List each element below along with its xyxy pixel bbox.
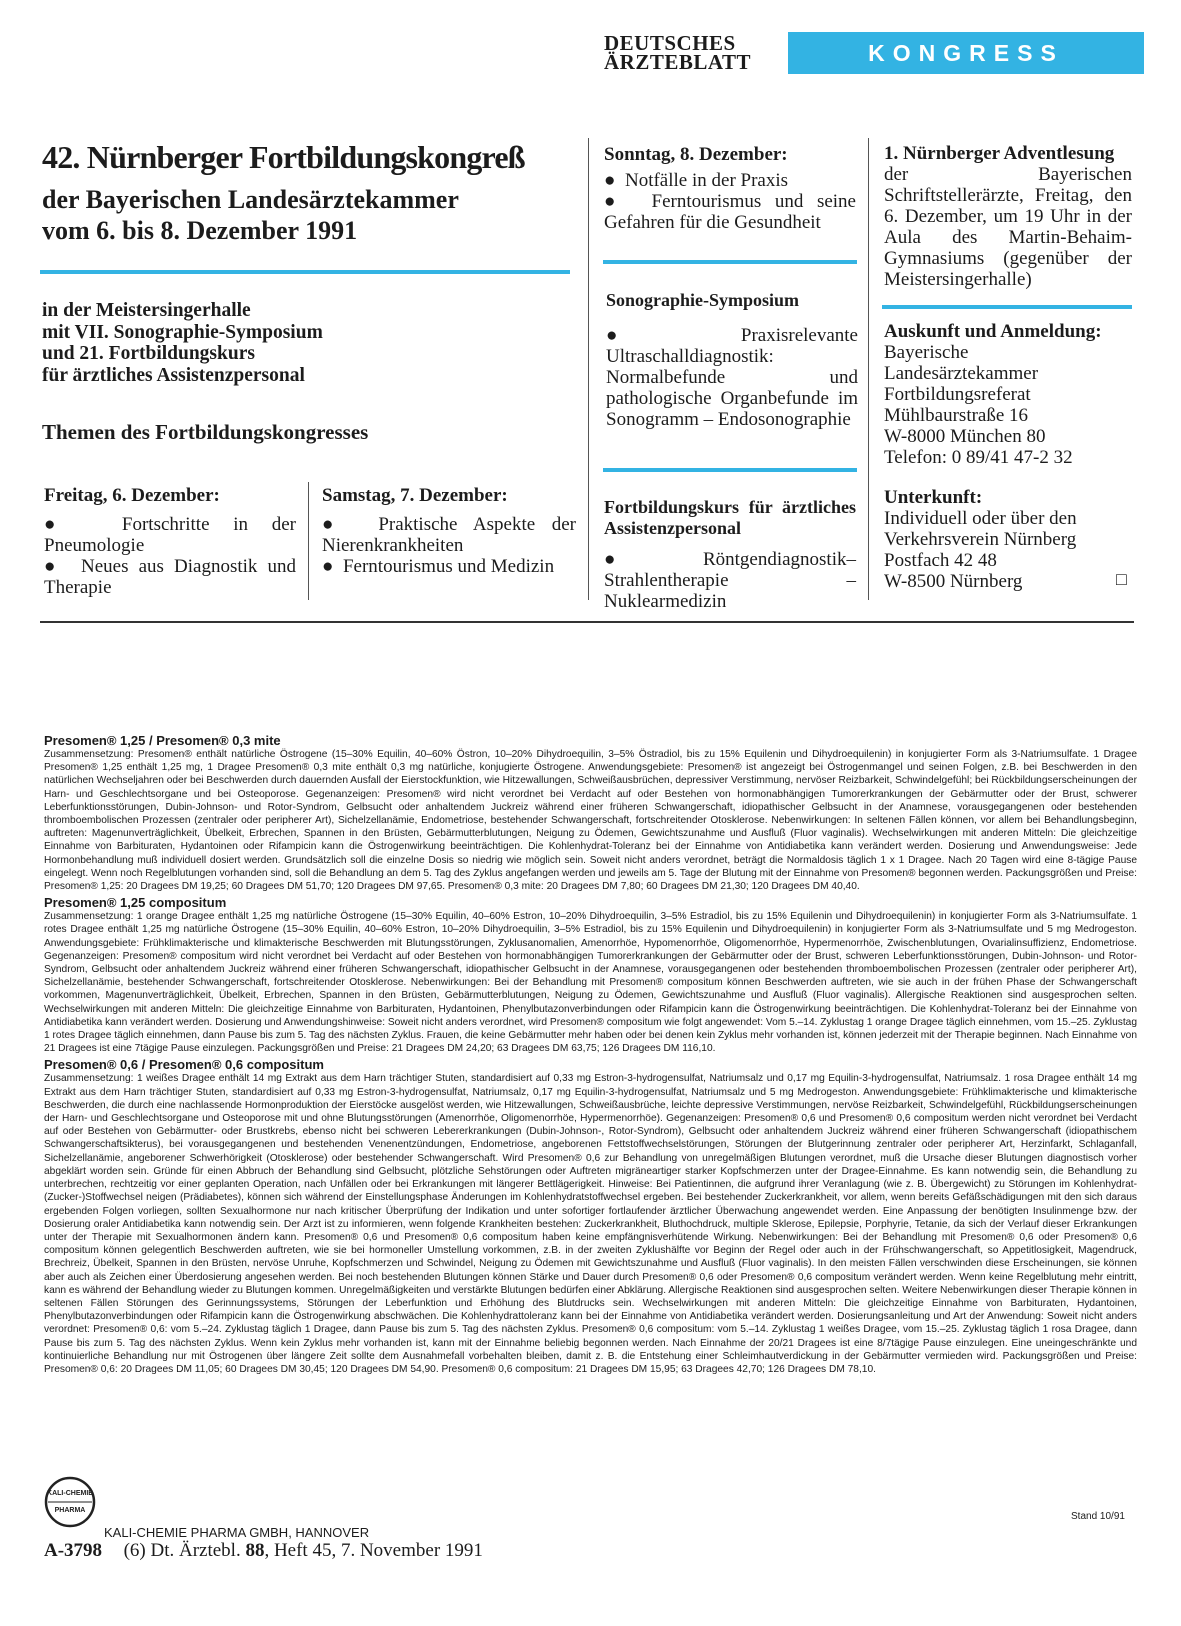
friday-block: [44, 485, 296, 598]
address-line: Verkehrsverein Nürnberg: [884, 529, 1077, 550]
subtitle-line-2: vom 6. bis 8. Dezember 1991: [42, 216, 358, 245]
accent-rule: [40, 270, 570, 274]
list-item: ● Ferntourismus und Medizin: [322, 556, 576, 577]
advent-block: [884, 143, 1132, 290]
intro-line: in der Meistersingerhalle: [42, 300, 251, 321]
unterkunft-heading: Unterkunft:: [884, 487, 983, 508]
address-line: W-8500 Nürnberg: [884, 571, 1023, 592]
page-id: A-3798: [44, 1540, 103, 1561]
auskunft-block: [884, 321, 1132, 468]
accent-rule: [603, 468, 857, 472]
column-divider: [308, 482, 309, 600]
page-title: 42. Nürnberger Fortbildungskongreß: [42, 139, 525, 175]
ad-section-heading: Presomen® 1,25 compositum: [44, 895, 227, 911]
citation-journal: (6) Dt. Ärztebl.: [123, 1540, 241, 1561]
column-divider: [588, 138, 589, 600]
pharma-ad: [44, 733, 1137, 1376]
friday-heading: Freitag, 6. Dezember:: [44, 485, 220, 506]
page-footer: [44, 1540, 483, 1562]
citation-issue: , Heft 45, 7. November 1991: [264, 1540, 483, 1561]
intro-line: für ärztliches Assistenzpersonal: [42, 364, 305, 386]
accent-rule: [882, 305, 1132, 309]
saturday-heading: Samstag, 7. Dezember:: [322, 485, 508, 506]
column-divider: [868, 138, 869, 600]
advent-text: der Bayerischen Schriftstellerärzte, Freitag, den 6. Dezember, um 19 Uhr in der Aula des Martin-Behaim-Gymnasiums (gegenüber der Meistersingerhalle): [884, 164, 1132, 290]
intro-line: und 21. Fortbildungskurs: [42, 343, 255, 364]
citation-volume: 88: [245, 1540, 265, 1561]
address-line: Bayerische: [884, 342, 969, 363]
kurs-block: [604, 497, 856, 612]
intro-line: mit VII. Sonographie-Symposium: [42, 321, 323, 343]
masthead-logo: [604, 31, 754, 74]
phone-line: Telefon: 0 89/41 47-2 32: [884, 447, 1073, 468]
logo-text-2: PHARMA: [54, 1507, 86, 1514]
ad-section-text: Zusammensetzung: 1 weißes Dragee enthält 14 mg Extrakt aus dem Harn trächtiger Stuten, standardisiert auf 0,33 mg Estron-3-hydrogensulfat, Natriumsalz und 0,17 mg Equilin-3-hydrogensulfat, Natriumsalz. 1 rosa Dragee enthält 14 mg Extrakt aus dem Harn trächtiger Stuten, standardisiert auf 0,33 mg Estron-3-hydrogensulfat, Natriumsalz, 0,17 mg Equilin-3-hydrogensulfat, Natriumsalz und 5 mg Medrogeston. Anwendungsgebiete: Frühklimakterische und klimakterische Beschwerden, die durch eine nachlassende Hormonproduktion der Eierstöcke ausgelöst werden, wie Hitzewallungen, Schweißausbrüche, leichte depressive Verstimmungen, nervöse Reizbarkeit, Schwindelgefühl, Rückbildungserscheinungen der Harn- und Geschlechtsorgane und Osteoporose mit und ohne Blutungsstörungen (Amenorrhöe, Oligomenorrhöe, Hypermenorrhöe). Gegenanzeigen: Presomen® 0,6 und Presomen® 0,6 compositum werden nicht verordnet bei Verdacht auf oder Bestehen von Gebärmutter- oder Brustkrebs, ebenso nicht bei schweren Lebererkrankungen (Dubin-Johnson-, Rotor-Syndrom), Gelbsucht oder anhaltendem Juckreiz während einer früheren Schwangerschaft (idiopathischem Schwangerschaftsikterus), bei vorausgegangenen und bestehenden Venenentzündungen, Endometriose, angeborenen Fettstoffwechselstörungen, Störungen der Blutgerinnung zentraler oder peripherer Art, Herzinfarkt, Schlaganfall, Sichelzellanämie, angeborener Schwerhörigkeit (Otosklerose) oder bestehender Schwangerschaft. Wird Presomen® 0,6 zur Behandlung von unregelmäßigen Blutungen verordnet, muß die Ursache dieser Blutungen diagnostisch vorher abgeklärt worden sein. Gründe für einen Abbruch der Behandlung sind Gelbsucht, plötzliche Sehstörungen oder Auftreten migräneartiger starker Kopfschmerzen unter der Dragee-Einnahme. Es kann notwendig sein, die Behandlung zu unterbrechen, rechtzeitig vor einer geplanten Operation, nach Unfällen oder bei Erkrankungen mit längerer Bettlägerigkeit. Hinweise: Bei Patientinnen, die aufgrund ihrer Veranlagung (wie z. B. Übergewicht) zu Störungen im Kohlenhydrat-(Zucker-)Stoffwechsel neigen (Prädiabetes), können sich während der Einstellungsphase Änderungen im Kohlenhydratstoffwechsel ergeben. Bei bestehender Zuckerkrankheit, vor allem, wenn bereits Gefäßschädigungen mit den sich daraus ergebenden Folgen vorliegen, sollten Sexualhormone nur nach kritischer Überprüfung der Indikation und unter sofortiger fortlaufender ärztlicher Überwachung angewendet werden. Eine Anpassung der benötigten Insulinmenge bzw. der Dosierung oraler Antidiabetika kann notwendig sein. Der Arzt ist zu informieren, wenn folgende Krankheiten bestehen: Zuckerkrankheit, Bluthochdruck, multiple Sklerose, Epilepsie, Porphyrie, Tetanie, da sich der Verlauf dieser Erkrankungen unter der Therapie mit Sexualhormonen ändern kann. Presomen® 0,6 und Presomen® 0,6 compositum haben keine empfängnisverhütende Wirkung. Nebenwirkungen: Bei der Behandlung mit Presomen® 0,6 oder Presomen® 0,6 compositum können gelegentlich Beschwerden auftreten, wie sie bei hormoneller Umstellung vorkommen, z.B. in der zweiten Zyklushälfte vor Beginn der Regel oder auch in der Frühschwangerschaft, so Appetitlosigkeit, Magendruck, Brechreiz, Übelkeit, Spannen in den Brüsten, nervöse Unruhe, Kopfschmerzen und Schwindel, Neigung zu Ödemen mit Gewichtszunahme und Ausfluß (Fluor vaginalis). In den meisten Fällen verschwinden diese Erscheinungen, sie können aber auch als Zeichen einer Überdosierung angesehen werden. Bei noch bestehenden Blutungen können Stärke und Dauer durch Presomen® 0,6 oder Presomen® 0,6 compositum verändert werden. Wenn keine Regelblutung mehr eintritt, kann es während der Behandlung wieder zu Blutungen kommen. Unregelmäßigkeiten und verstärkte Blutungen bedürfen einer Abklärung. Allergische Reaktionen sind ausgesprochen selten. Weitere Nebenwirkungen dieser Therapie können in seltenen Fällen Störungen des Gerinnungssystems, Störungen der Leberfunktion und Erhöhung des Blutdrucks sein. Wechselwirkungen mit anderen Mitteln: Die gleichzeitige Einnahme von Barbituraten, Hydantoinen, Phenylbutazonverbindungen oder Rifampicin kann die Östrogenwirkung abschwächen. Die Kohlenhydrattoleranz kann bei der Einnahme von Antidiabetika verändert werden. Dosierungsanleitung und Art der Anwendung: Soweit nicht anders verordnet: Presomen® 0,6: vom 5.–24. Zyklustag täglich 1 Dragee, dann Pause bis zum 5. Tag des nächsten Zyklus. Presomen® 0,6 compositum: vom 5.–14. Zyklustag 1 weißes Dragee, vom 15.–25. Zyklustag täglich 1 rosa Dragee, dann Pause bis zum 5. Tag des nächsten Zyklus. Wenn kein Zyklus mehr vorhanden ist, kann mit der Einnahme beliebig begonnen werden. Nach Einnahme der 20/21 Dragees ist eine 8/7tägige Pause einzulegen. Eine uneingeschränkte und kontinuierliche Behandlung nur mit Östrogenen über längere Zeit sollte dem Ausnahmefall vorbehalten bleiben, damit z. B. die Entstehung einer Schleimhautverdickung in der Gebärmutter vermieden wird. Packungsgrößen und Preise: Presomen® 0,6: 20 Dragees DM 11,05; 60 Dragees DM 30,45; 120 Dragees DM 54,90. Presomen® 0,6 compositum: 21 Dragees DM 15,95; 63 Dragees 42,70; 126 Dragees DM 78,10.: [44, 1073, 1137, 1375]
intro-block: [42, 300, 323, 386]
list-item: ● Praxisrelevante Ultraschalldiagnostik: Normalbefunde und pathologische Organbefunde im Sonogramm – Endosonographie: [606, 325, 858, 430]
list-item: ● Praktische Aspekte der Nierenkrankheiten: [322, 514, 576, 556]
unterkunft-block: [884, 487, 1132, 592]
kongress-banner: KONGRESS AKTUELL: [788, 32, 1144, 74]
address-line: Individuell oder über den: [884, 508, 1077, 529]
auskunft-heading: Auskunft und Anmeldung:: [884, 321, 1102, 342]
masthead-line-1: DEUTSCHES: [604, 31, 736, 55]
address-line: Postfach 42 48: [884, 550, 997, 571]
ad-section-text: Zusammensetzung: Presomen® enthält natürliche Östrogene (15–30% Equilin, 40–60% Östron, 10–20% Dihydroequilin, 3–5% Östradiol, bis zu 15% Equilenin und Dihydroequilenin) in konjugierter Form als 3-Natriumsulfate. 1 Dragee Presomen® 1,25 enthält 1,25 mg, 1 Dragee Presomen® 0,3 mite enthält 0,3 mg natürliche, konjugierte Östrogene. Anwendungsgebiete: Presomen® ist angezeigt bei Östrogenmangel und seinen Folgen, z.B. bei Beschwerden in den natürlichen Wechseljahren oder bei Beschwerden durch dauernden Ausfall der Eierstockfunktion, wie Hitzewallungen, Schweißausbrüchen, depressiver Verstimmung, nervöser Reizbarkeit, Schwindelgefühl; bei Rückbildungserscheinungen der Harn- und Geschlechtsorgane und bei Osteoporose. Gegenanzeigen: Presomen® wird nicht verordnet bei Verdacht auf oder Bestehen von hormonabhängigen Tumorerkrankungen der Gebärmutter oder der Brust, schwerer Leberfunktionsstörungen, Dubin-Johnson- und Rotor-Syndrom, Gelbsucht oder anhaltendem Juckreiz während einer früheren Schwangerschaft, idiopathischer Gelbsucht in der Anamnese, vorausgegangenen oder bestehenden thromboembolischen Prozessen (zentraler oder peripherer Art), Sichelzellanämie, Endometriose, bestehender Schwangerschaft, fortschreitender Otosklerose. Nebenwirkungen: In seltenen Fällen können, vor allem bei Behandlungsbeginn, auftreten: Magenunverträglichkeit, Übelkeit, Erbrechen, Spannen in den Brüsten, Gebärmutterblutungen, Neigung zu Ödemen, Gewichtszunahme und Ausfluß (Fluor vaginalis). Wechselwirkungen mit anderen Mitteln: Die gleichzeitige Einnahme von Barbituraten, Hydantoinen oder Rifampicin kann die Östrogenwirkung beeinträchtigen. Die Kohlenhydrat-Toleranz bei der Einnahme von Antidiabetika kann verändert werden. Dosierung und Anwendungsweise: Jede Hormonbehandlung muß individuell dosiert werden. Grundsätzlich soll die einzelne Dosis so niedrig wie möglich sein. Soweit nicht anders verordnet, beträgt die Normaldosis täglich 1 x 1 Dragee. Nach 20 Tagen wird eine 8-tägige Pause eingelegt. Wenn noch Regelblutungen vorhanden sind, soll die Behandlung an dem 5. Tag des Zyklus angefangen werden und jeweils am 5. Tage der Blutung mit der Einnahme von Presomen® begonnen werden. Packungsgrößen und Preise: Presomen® 1,25: 20 Dragees DM 19,25; 60 Dragees DM 51,70; 120 Dragees DM 97,65. Presomen® 0,3 mite: 20 Dragees DM 7,80; 60 Dragees DM 21,30; 120 Dragees DM 40,40.: [44, 749, 1137, 893]
list-item: ● Fortschritte in der Pneumologie: [44, 514, 296, 556]
saturday-block: [322, 485, 576, 577]
ad-section-heading: Presomen® 1,25 / Presomen® 0,3 mite: [44, 733, 281, 748]
address-line: Mühlbaurstraße 16: [884, 405, 1029, 426]
kurs-heading: Fortbildungskurs für ärztliches Assistenzpersonal: [604, 497, 856, 538]
masthead-line-2: ÄRZTEBLATT: [604, 50, 751, 74]
list-item: ● Röntgendiagnostik–Strahlentherapie – Nuklearmedizin: [604, 549, 856, 612]
accent-rule: [603, 260, 857, 264]
kali-chemie-logo: [44, 1476, 96, 1528]
list-item: ● Ferntourismus und seine Gefahren für die Gesundheit: [604, 191, 856, 233]
list-item: ● Notfälle in der Praxis: [604, 170, 856, 191]
sunday-block: [604, 144, 856, 233]
sono-block: [606, 290, 858, 430]
address-line: Landesärztekammer: [884, 363, 1039, 384]
ad-section-heading: Presomen® 0,6 / Presomen® 0,6 compositum: [44, 1057, 324, 1073]
ad-section-text: Zusammensetzung: 1 orange Dragee enthält 1,25 mg natürliche Östrogene (15–30% Equilin, 40–60% Estron, 10–20% Dihydroequilin, 3–5% Estradiol, bis zu 15% Equilenin und Dihydroequilenin) in konjugierter Form als 3-Natriumsulfate. 1 rotes Dragee enthält 1,25 mg natürliche Östrogene (15–30% Equilin, 40–60% Estron, 10–20% Dihydroequilin, 3–5% Estradiol, bis zu 15% Equilenin und Dihydroequilenin) in konjugierter Form als 3-Natriumsulfate und 5 mg Medrogeston. Anwendungsgebiete: Frühklimakterische und klimakterische Beschwerden mit Blutungsstörungen, Zyklusanomalien, Amenorrhöe, Hypomenorrhöe, Oligomenorrhöe, Hypermenorrhöe, Zwischenblutungen, Ovarialinsuffizienz, Endometriose. Gegenanzeigen: Presomen® compositum wird nicht verordnet bei Verdacht auf oder Bestehen von hormonabhängigen Tumorerkrankungen der Gebärmutter oder der Brust, schweren Leberfunktionsstörungen, Dubin-Johnson- und Rotor-Syndrom, Gelbsucht oder anhaltendem Juckreiz während einer früheren Schwangerschaft, idiopathischer Gelbsucht in der Anamnese, vorausgegangenen oder bestehenden thromboembolischen Prozessen (zentraler oder peripherer Art), Sichelzellanämie, bestehender Schwangerschaft, fortschreitender Otosklerose. Nebenwirkungen: Bei der Behandlung mit Presomen® compositum können Beschwerden auftreten, wie sie auch in der frühen Phase der Schwangerschaft vorkommen, Magenunverträglichkeit, Übelkeit, Erbrechen, Spannen in den Brüsten, Gebärmutterblutungen, Neigung zu Ödemen, Gewichtszunahme und Ausfluß (Fluor vaginalis). Allergische Reaktionen sind ausgesprochen selten. Wechselwirkungen mit anderen Mitteln: Die gleichzeitige Einnahme von Barbituraten, Hydantoinen, Phenylbutazonverbindungen oder Rifampicin kann die Östrogenwirkung beeinträchtigen. Die Kohlenhydrat-Toleranz bei der Einnahme von Antidiabetika kann verändert werden. Dosierung und Anwendungshinweise: Soweit nicht anders verordnet, wird Presomen® compositum wie folgt angewendet: Vom 5.–14. Zyklustag 1 orange Dragee täglich einnehmen, vom 15.–25. Zyklustag 1 rotes Dragee täglich einnehmen, dann Pause bis zum 5. Tag des nächsten Zyklus. Frauen, die keine Gebärmutter mehr haben oder bei denen kein Zyklus mehr vorhanden ist, können jederzeit mit der Therapie beginnen. Nach Einnahme von 21 Dragees ist eine 7tägige Pause einzulegen. Packungsgrößen und Preise: 21 Dragees DM 24,20; 63 Dragees DM 63,75; 126 Dragees DM 116,10.: [44, 911, 1137, 1055]
logo-text-1: KALI-CHEMIE: [47, 1490, 93, 1497]
list-item: ● Neues aus Diagnostik und Therapie: [44, 556, 296, 598]
company-name: KALI-CHEMIE PHARMA GMBH, HANNOVER: [104, 1525, 370, 1540]
sono-heading: Sonographie-Symposium: [606, 290, 800, 310]
sunday-heading: Sonntag, 8. Dezember:: [604, 144, 788, 165]
advent-heading: 1. Nürnberger Adventlesung: [884, 143, 1115, 164]
themen-heading: Themen des Fortbildungskongresses: [42, 420, 369, 444]
stand-date: Stand 10/91: [1071, 1511, 1125, 1522]
subtitle-line-1: der Bayerischen Landesärztekammer: [42, 185, 459, 214]
address-line: Fortbildungsreferat: [884, 384, 1031, 405]
section-divider: [40, 621, 1134, 623]
end-mark: □: [1116, 569, 1127, 589]
address-line: W-8000 München 80: [884, 426, 1046, 447]
